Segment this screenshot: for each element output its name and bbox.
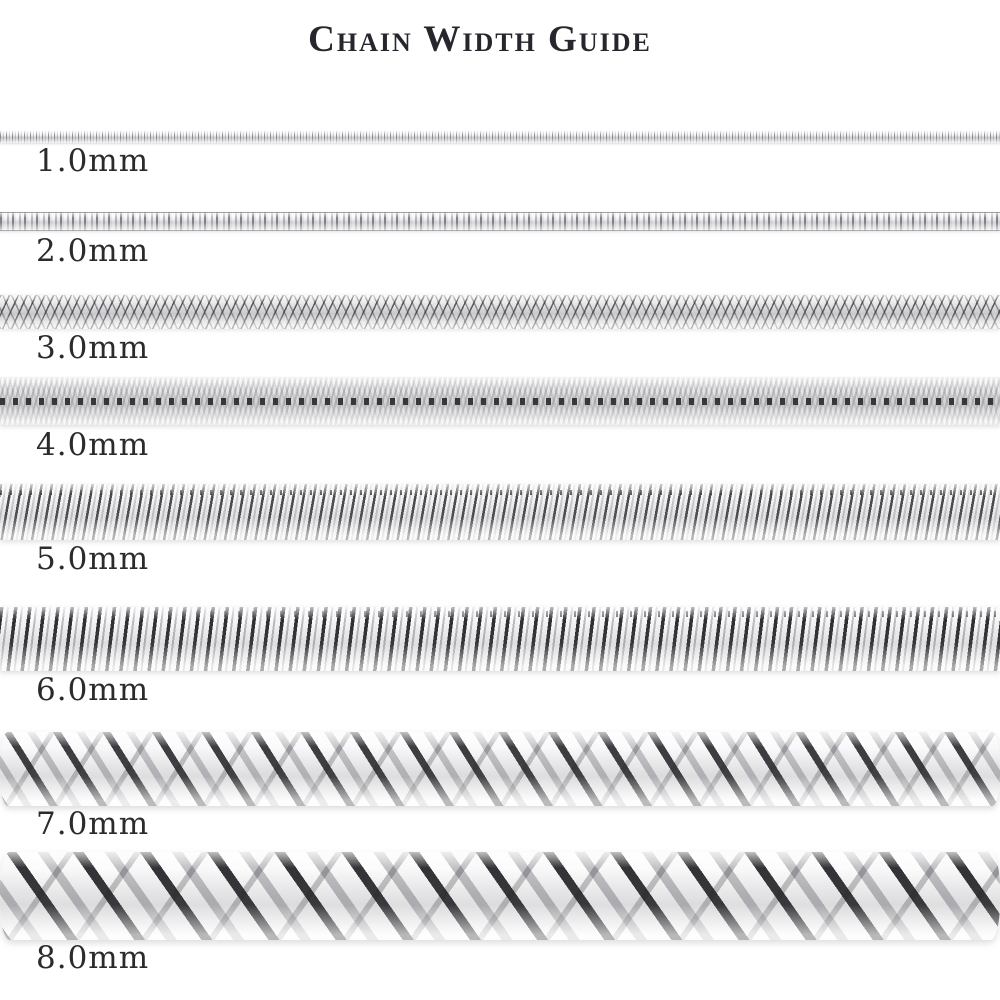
chain-photo-1-0mm [0,131,1000,143]
chain-photo-6-0mm [0,607,1000,671]
chain-photo-3-0mm [0,295,1000,329]
chain-photo-7-0mm [0,732,1000,806]
chain-photo-4-0mm [0,377,1000,425]
chain-width-label-7-0mm: 7.0mm [36,806,150,842]
chain-width-label-6-0mm: 6.0mm [36,672,150,708]
chain-width-label-4-0mm: 4.0mm [36,427,150,463]
chain-width-label-1-0mm: 1.0mm [36,143,150,179]
chain-width-label-5-0mm: 5.0mm [36,541,150,577]
page-title: Chain Width Guide [308,19,652,60]
chain-photo-2-0mm [0,212,1000,231]
chain-width-label-2-0mm: 2.0mm [36,233,150,269]
chain-photo-5-0mm [0,484,1000,540]
chain-width-label-3-0mm: 3.0mm [36,330,150,366]
chain-width-label-8-0mm: 8.0mm [36,940,150,976]
chain-photo-8-0mm [0,852,1000,940]
